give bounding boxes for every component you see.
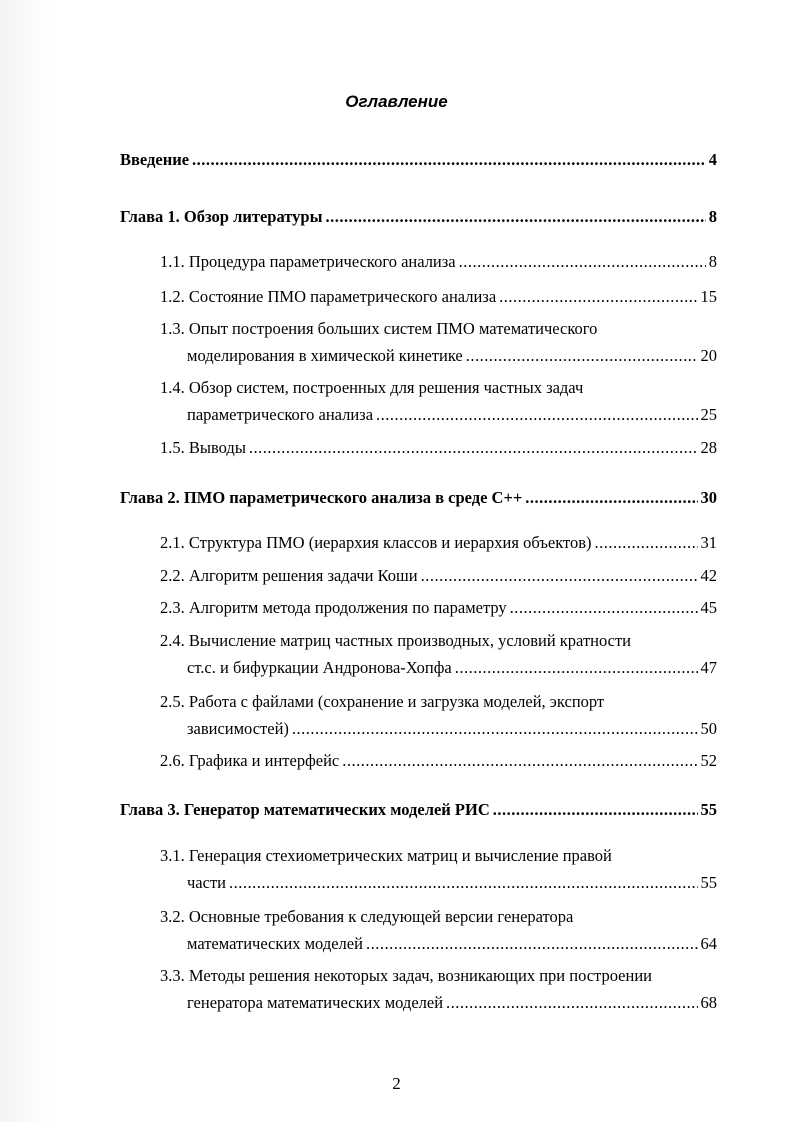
dot-leader — [249, 434, 698, 461]
toc-entry-label: 1.2. Состояние ПМО параметрического анализа — [160, 287, 497, 306]
dot-leader — [525, 484, 697, 511]
toc-entry-page: 68 — [700, 993, 717, 1012]
page-number: 2 — [392, 1074, 401, 1093]
toc-entry-page: 31 — [700, 533, 717, 552]
toc-entry-page: 55 — [700, 800, 717, 819]
dot-leader — [421, 562, 698, 589]
toc-entry-2-4[interactable] — [187, 654, 717, 681]
toc-entry-1-4-first-line: 1.4. Обзор систем, построенных для решения частных задач — [160, 378, 584, 397]
toc-entry-label: 2.2. Алгоритм решения задачи Коши — [160, 566, 418, 585]
scan-edge-shadow — [0, 0, 50, 1122]
toc-entry-1-3-first-line: 1.3. Опыт построения больших систем ПМО математического — [160, 319, 598, 338]
toc-entry-label: Глава 1. Обзор литературы — [120, 207, 323, 226]
toc-entry-3-1[interactable] — [187, 869, 717, 896]
toc-entry-label: 2.1. Структура ПМО (иерархия классов и иерархия объектов) — [160, 533, 592, 552]
toc-entry-chapter-2[interactable] — [120, 484, 717, 511]
dot-leader — [595, 529, 698, 556]
toc-entry-label: 2.3. Алгоритм метода продолжения по параметру — [160, 598, 507, 617]
toc-entry-1-5[interactable] — [160, 434, 717, 461]
toc-entry-3-2-first-line: 3.2. Основные требования к следующей версии генератора — [160, 907, 574, 926]
toc-entry-3-1-first-line: 3.1. Генерация стехиометрических матриц и вычисление правой — [160, 846, 612, 865]
toc-entry-chapter-3[interactable] — [120, 796, 717, 823]
toc-entry-page: 64 — [700, 934, 717, 953]
toc-entry-page: 55 — [700, 873, 717, 892]
page-title: Оглавление — [345, 92, 448, 111]
toc-entry-page: 30 — [700, 488, 717, 507]
toc-entry-page: 50 — [700, 719, 717, 738]
dot-leader — [376, 401, 697, 428]
toc-entry-page: 8 — [708, 207, 717, 226]
dot-leader — [366, 930, 698, 957]
toc-entry-label: ст.с. и бифуркации Андронова-Хопфа — [187, 658, 452, 677]
toc-entry-label: 1.5. Выводы — [160, 438, 246, 457]
toc-entry-label: Введение — [120, 150, 190, 169]
dot-leader — [499, 283, 697, 310]
dot-leader — [326, 203, 706, 230]
toc-entry-1-2[interactable] — [160, 283, 717, 310]
toc-entry-2-6[interactable] — [160, 747, 717, 774]
dot-leader — [455, 654, 698, 681]
toc-entry-2-5-first-line: 2.5. Работа с файлами (сохранение и загрузка моделей, экспорт — [160, 692, 605, 711]
dot-leader — [459, 248, 706, 275]
toc-entry-chapter-1[interactable] — [120, 203, 717, 230]
toc-entry-3-3-first-line: 3.3. Методы решения некоторых задач, возникающих при построении — [160, 966, 652, 985]
toc-entry-2-1[interactable] — [160, 529, 717, 556]
toc-entry-page: 47 — [700, 658, 717, 677]
dot-leader — [292, 715, 698, 742]
toc-entry-1-3[interactable] — [187, 342, 717, 369]
toc-entry-page: 15 — [700, 287, 717, 306]
toc-entry-page: 45 — [700, 598, 717, 617]
dot-leader — [510, 594, 698, 621]
toc-entry-page: 4 — [708, 150, 717, 169]
toc-entry-label: Глава 2. ПМО параметрического анализа в среде С++ — [120, 488, 523, 507]
toc-entry-page: 25 — [700, 405, 717, 424]
toc-entry-label: зависимостей) — [187, 719, 289, 738]
toc-entry-label: моделирования в химической кинетике — [187, 346, 463, 365]
toc-entry-page: 20 — [700, 346, 717, 365]
toc-entry-2-3[interactable] — [160, 594, 717, 621]
toc-entry-label: части — [187, 873, 226, 892]
toc-entry-label: генератора математических моделей — [187, 993, 444, 1012]
toc-entry-1-4[interactable] — [187, 401, 717, 428]
dot-leader — [342, 747, 697, 774]
toc-entry-page: 52 — [700, 751, 717, 770]
toc-entry-1-1[interactable] — [160, 248, 717, 275]
toc-entry-label: математических моделей — [187, 934, 363, 953]
toc-entry-2-2[interactable] — [160, 562, 717, 589]
dot-leader — [493, 796, 698, 823]
toc-entry-introduction[interactable] — [120, 146, 717, 173]
toc-entry-label: параметрического анализа — [187, 405, 374, 424]
toc-entry-page: 8 — [708, 252, 717, 271]
toc-entry-label: 1.1. Процедура параметрического анализа — [160, 252, 456, 271]
toc-entry-page: 42 — [700, 566, 717, 585]
dot-leader — [229, 869, 698, 896]
toc-entry-2-4-first-line: 2.4. Вычисление матриц частных производных, условий кратности — [160, 631, 632, 650]
toc-entry-label: Глава 3. Генератор математических моделей РИС — [120, 800, 490, 819]
toc-entry-3-2[interactable] — [187, 930, 717, 957]
toc-entry-page: 28 — [700, 438, 717, 457]
dot-leader — [192, 146, 706, 173]
dot-leader — [466, 342, 698, 369]
toc-entry-2-5[interactable] — [187, 715, 717, 742]
toc-entry-label: 2.6. Графика и интерфейс — [160, 751, 340, 770]
toc-entry-3-3[interactable] — [187, 989, 717, 1016]
dot-leader — [446, 989, 697, 1016]
